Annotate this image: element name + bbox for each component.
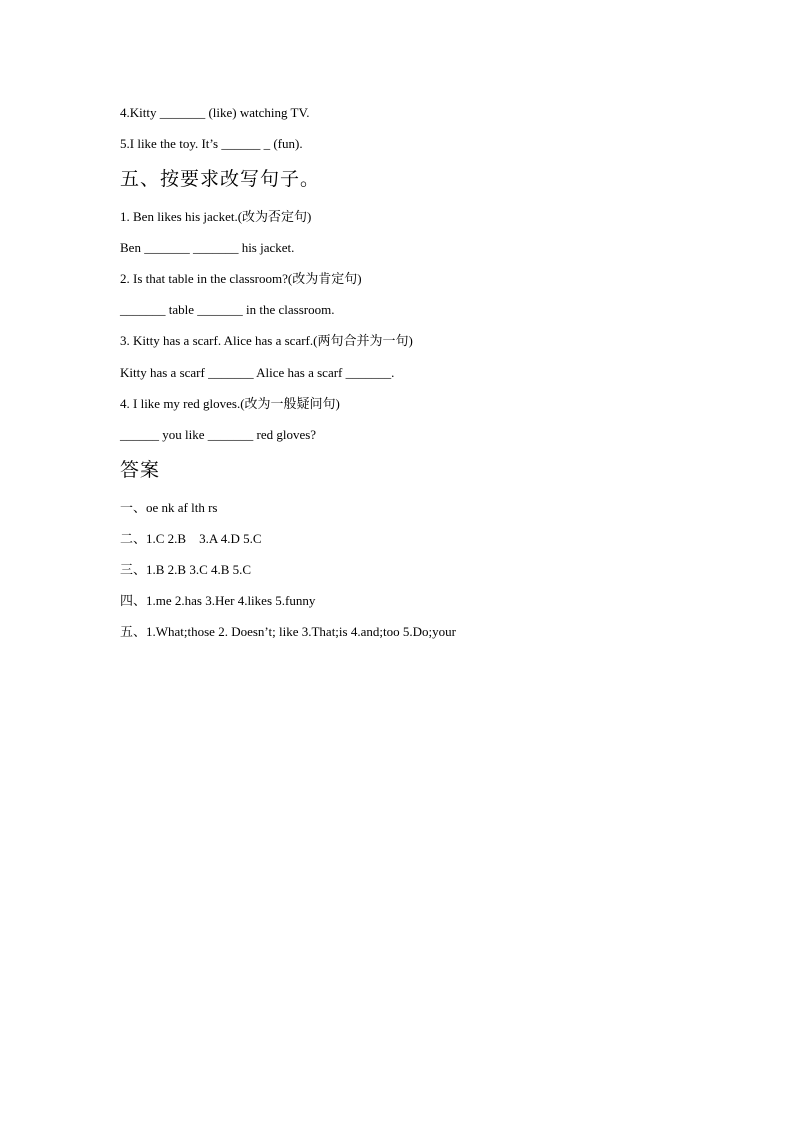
section-5-answer-line-4: ______ you like _______ red gloves? [120,427,317,442]
section-5-question-3: 3. Kitty has a scarf. Alice has a scarf.(两句合并为一句) [120,333,413,348]
section-5-answer-line-3: Kitty has a scarf _______ Alice has a scarf _______. [120,365,395,380]
answers-part-2: 二、1.C 2.B 3.A 4.D 5.C [120,531,262,546]
section-5-question-1: 1. Ben likes his jacket.(改为否定句) [120,209,312,224]
exercise-4-item-5: 5.I like the toy. It’s ______ _ (fun). [120,136,303,151]
section-5-question-4: 4. I like my red gloves.(改为一般疑问句) [120,396,340,411]
section-5-title: 五、按要求改写句子。 [120,168,321,190]
answers-part-1: 一、oe nk af lth rs [120,500,218,515]
exercise-4-item-4: 4.Kitty _______ (like) watching TV. [120,105,310,120]
answers-part-4: 四、1.me 2.has 3.Her 4.likes 5.funny [120,593,316,608]
section-5-answer-line-2: _______ table _______ in the classroom. [120,302,335,317]
answers-title: 答案 [120,459,161,481]
answers-part-5: 五、1.What;those 2. Doesn’t; like 3.That;is 4.and;too 5.Do;your [120,624,456,639]
section-5-question-2: 2. Is that table in the classroom?(改为肯定句) [120,271,362,286]
answers-part-3: 三、1.B 2.B 3.C 4.B 5.C [120,562,252,577]
section-5-answer-line-1: Ben _______ _______ his jacket. [120,240,295,255]
